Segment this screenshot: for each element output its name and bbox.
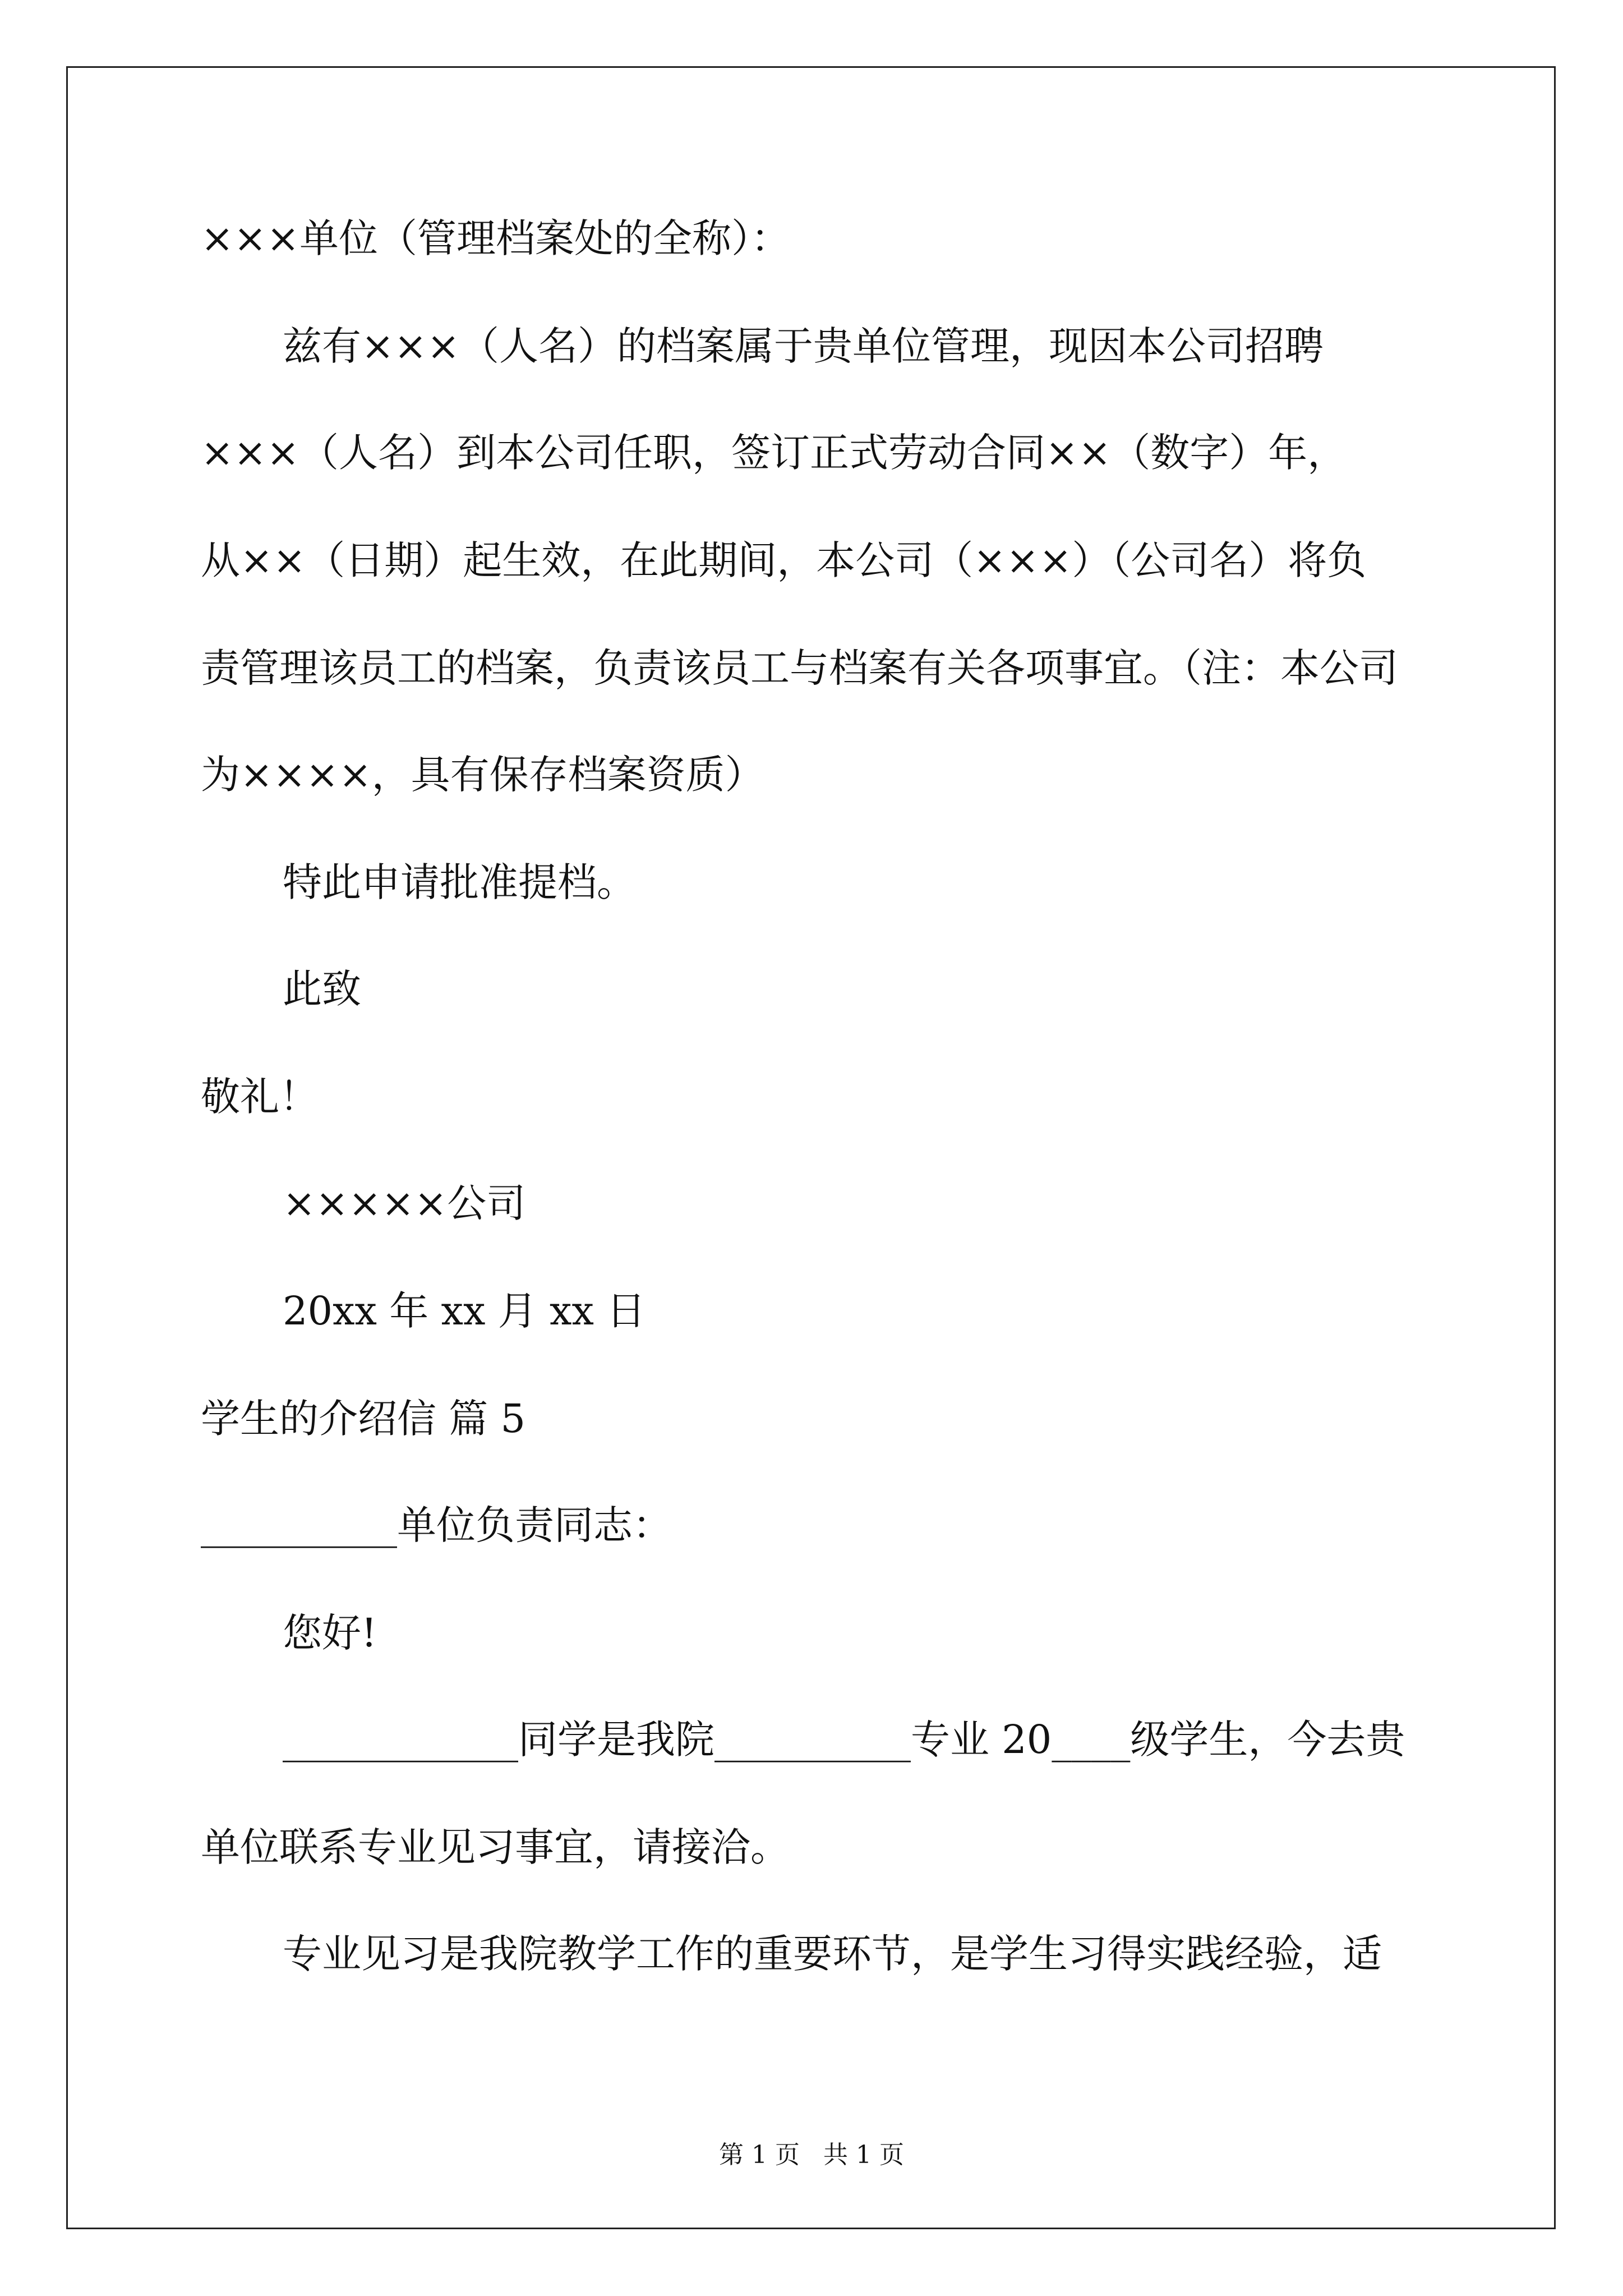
- salutation-line: __________单位负责同志：: [201, 1502, 672, 1548]
- paragraph-line: 专业见习是我院教学工作的重要环节，是学生习得实践经验，适: [283, 1931, 1382, 1977]
- paragraph-line: 单位联系专业见习事宜，请接洽。: [201, 1824, 790, 1870]
- signature-date: 20xx 年 xx 月 xx 日: [283, 1288, 646, 1334]
- paragraph-line: 责管理该员工的档案，负责该员工与档案有关各项事宜。（注：本公司: [201, 645, 1398, 691]
- paragraph-line: 从××（日期）起生效，在此期间，本公司（×××）（公司名）将负: [201, 537, 1367, 583]
- closing-line: 此致: [283, 966, 361, 1012]
- paragraph-line: ×××（人名）到本公司任职，签订正式劳动合同××（数字）年，: [201, 430, 1347, 476]
- greeting-line: 您好!: [283, 1610, 377, 1656]
- request-line: 特此申请批准提档。: [283, 859, 636, 905]
- section-heading: 学生的介绍信 篇 5: [201, 1396, 526, 1442]
- paragraph-line: 为××××，具有保存档案资质）: [201, 752, 764, 798]
- paragraph-line: ____________同学是我院__________专业 20____级学生，今去贵: [283, 1717, 1405, 1763]
- salutation-line: ×××单位（管理档案处的全称）：: [201, 215, 790, 261]
- page-border: [66, 66, 1556, 2229]
- paragraph-line: 兹有×××（人名）的档案属于贵单位管理，现因本公司招聘: [283, 323, 1324, 369]
- closing-line: 敬礼！: [201, 1074, 319, 1120]
- page-footer: 第 1 页 共 1 页: [719, 2141, 904, 2169]
- signature-company: ×××××公司: [283, 1180, 526, 1226]
